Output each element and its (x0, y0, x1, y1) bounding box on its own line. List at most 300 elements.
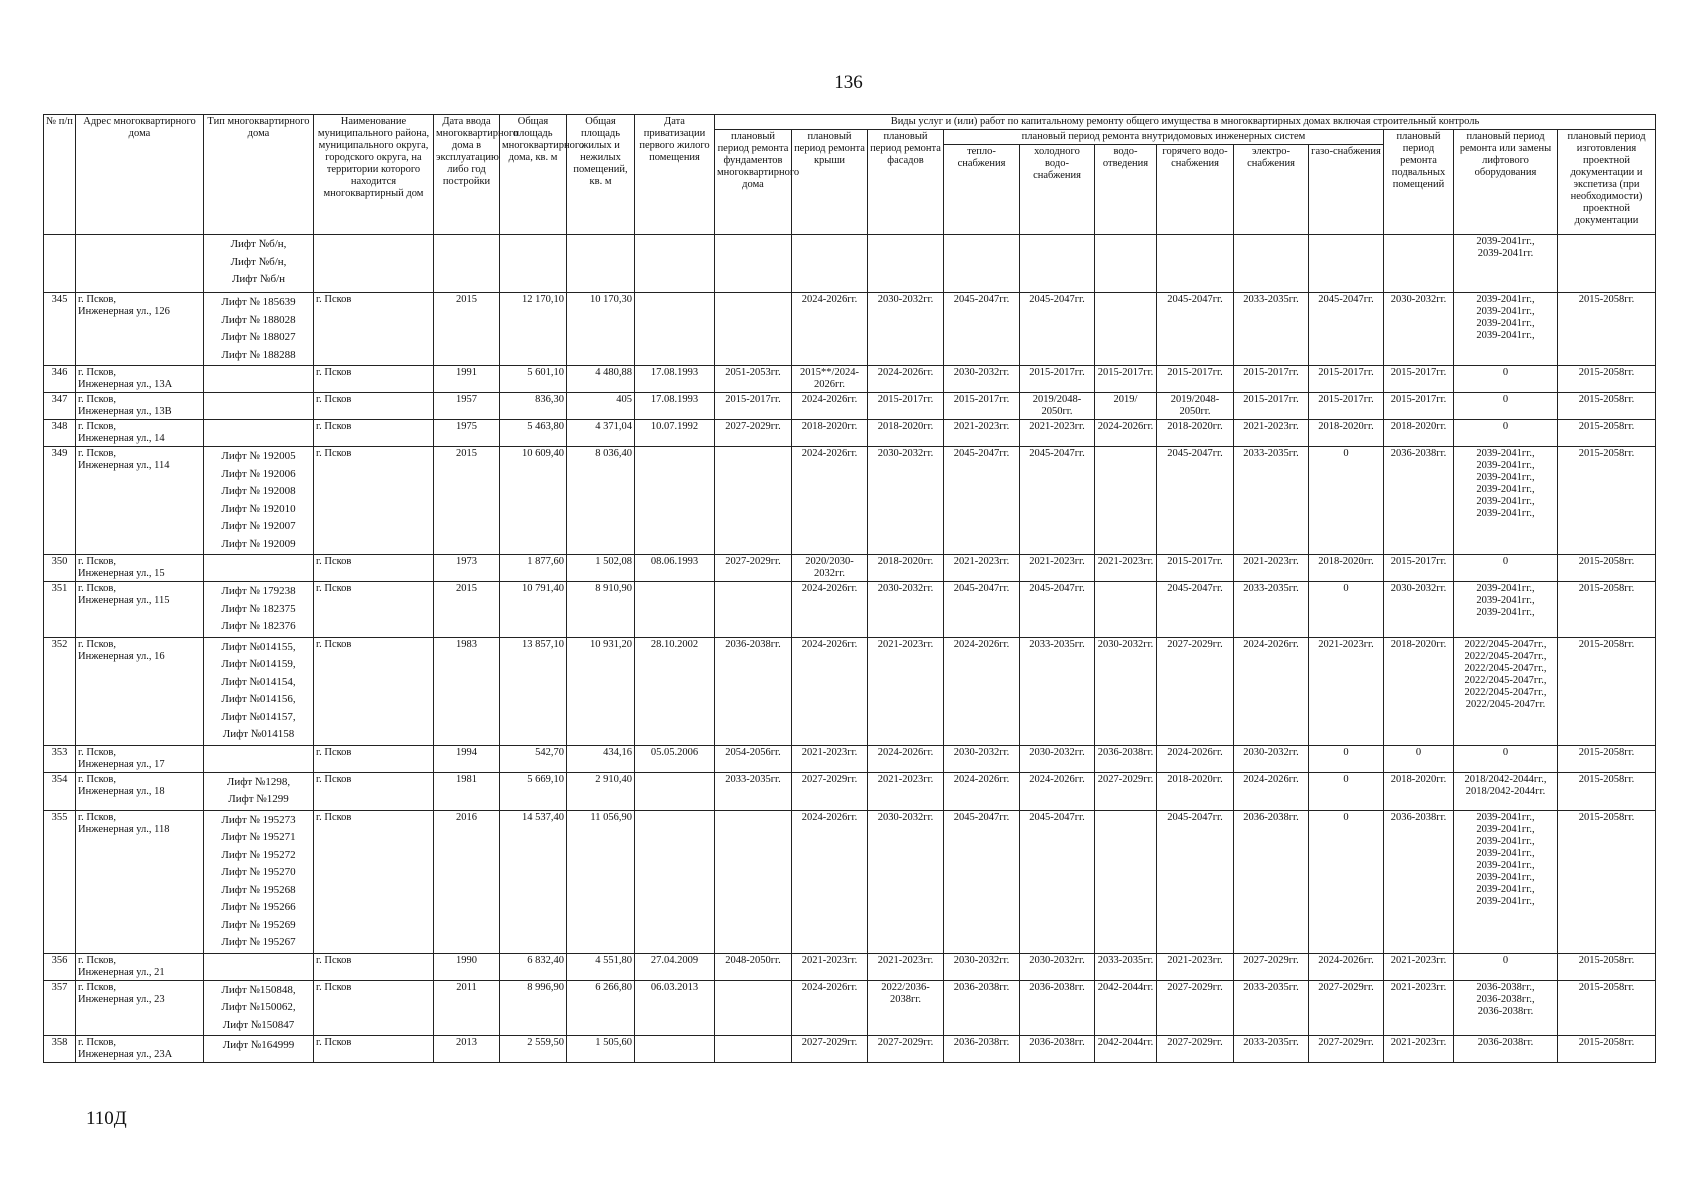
cell-municipality: г. Псков (314, 420, 434, 447)
cell-facade: 2015-2017гг. (868, 393, 944, 420)
cell-electric: 2024-2026гг. (1234, 637, 1309, 745)
cell-elevator-line: 2022/2045-2047гг., (1464, 650, 1547, 662)
cell-address (76, 980, 204, 1036)
table-row (44, 953, 1656, 980)
cell-privatization (635, 772, 715, 810)
cell-lift-type-line: Лифт № 192008 (221, 485, 296, 497)
header-facade: плановый период ремонта фасадов (868, 130, 944, 235)
cell-address-line: г. Псков, (78, 638, 117, 650)
table-row (44, 745, 1656, 772)
cell-privatization (635, 1036, 715, 1063)
cell-heat: 2015-2017гг. (944, 393, 1020, 420)
cell-project-docs: 2015-2058гг. (1558, 393, 1656, 420)
cell-address (76, 810, 204, 953)
cell-project-docs: 2015-2058гг. (1558, 745, 1656, 772)
cell-project-docs: 2015-2058гг. (1558, 366, 1656, 393)
cell-elevator (1454, 582, 1558, 638)
cell-address (76, 420, 204, 447)
cell-sewer: 2042-2044гг. (1095, 980, 1157, 1036)
cell-address (76, 582, 204, 638)
cell-lift-type-line: Лифт № 192006 (221, 467, 296, 480)
cell-lift-type (204, 447, 314, 555)
cell-elevator-line: 2039-2041гг., (1476, 294, 1535, 305)
cell-hot-water: 2015-2017гг. (1157, 366, 1234, 393)
cell-lift-type-line: Лифт №014154, (221, 675, 296, 688)
cell-facade (868, 235, 944, 293)
header-project-docs: плановый период изготовления проектной документации и экспетиза (при необходимости) проектной документации (1558, 130, 1656, 235)
cell-privatization: 10.07.1992 (635, 420, 715, 447)
cell-num: 346 (44, 366, 76, 393)
cell-year: 2013 (434, 1036, 500, 1063)
cell-privatization: 17.08.1993 (635, 366, 715, 393)
cell-sewer (1095, 447, 1157, 555)
cell-roof: 2021-2023гг. (792, 953, 868, 980)
cell-sewer (1095, 582, 1157, 638)
cell-num: 350 (44, 555, 76, 582)
cell-address-line: г. Псков, (78, 981, 117, 993)
cell-project-docs: 2015-2058гг. (1558, 953, 1656, 980)
cell-address-line: Инженерная ул., 13А (78, 379, 173, 390)
cell-electric: 2015-2017гг. (1234, 393, 1309, 420)
cell-foundation (715, 235, 792, 293)
cell-elevator-line: 2018/2042-2044гг. (1465, 785, 1546, 797)
cell-total-area: 12 170,10 (500, 293, 567, 366)
table-row (44, 293, 1656, 366)
cell-total-area: 10 791,40 (500, 582, 567, 638)
cell-heat: 2036-2038гг. (944, 980, 1020, 1036)
cell-privatization (635, 447, 715, 555)
cell-address (76, 772, 204, 810)
cell-lift-type (204, 1036, 314, 1063)
header-address: Адрес многоквартирного дома (76, 115, 204, 235)
cell-elevator-line: 2039-2041гг., (1476, 883, 1535, 895)
cell-gas: 2045-2047гг. (1309, 293, 1384, 366)
cell-num: 356 (44, 953, 76, 980)
table-header (44, 115, 1656, 235)
cell-municipality: г. Псков (314, 637, 434, 745)
cell-electric (1234, 235, 1309, 293)
cell-lift-type (204, 293, 314, 366)
cell-address (76, 393, 204, 420)
cell-total-area: 5 463,80 (500, 420, 567, 447)
cell-basement: 2021-2023гг. (1384, 980, 1454, 1036)
cell-project-docs (1558, 235, 1656, 293)
cell-gas (1309, 235, 1384, 293)
cell-roof: 2024-2026гг. (792, 393, 868, 420)
cell-living-area: 434,16 (567, 745, 635, 772)
cell-gas: 0 (1309, 810, 1384, 953)
cell-municipality (314, 235, 434, 293)
cell-lift-type-line: Лифт № 195268 (221, 883, 296, 896)
cell-electric: 2021-2023гг. (1234, 420, 1309, 447)
cell-facade: 2018-2020гг. (868, 555, 944, 582)
cell-heat: 2036-2038гг. (944, 1036, 1020, 1063)
cell-roof: 2024-2026гг. (792, 293, 868, 366)
cell-project-docs: 2015-2058гг. (1558, 810, 1656, 953)
cell-municipality: г. Псков (314, 1036, 434, 1063)
cell-lift-type (204, 637, 314, 745)
cell-heat: 2021-2023гг. (944, 420, 1020, 447)
cell-basement: 2018-2020гг. (1384, 420, 1454, 447)
cell-living-area: 6 266,80 (567, 980, 635, 1036)
cell-address-line: г. Псков, (78, 421, 117, 432)
cell-municipality: г. Псков (314, 582, 434, 638)
cell-foundation: 2033-2035гг. (715, 772, 792, 810)
cell-roof: 2024-2026гг. (792, 637, 868, 745)
cell-facade: 2024-2026гг. (868, 366, 944, 393)
header-municipality: Наименование муниципального района, муниципального округа, городского округа, на территории которого находится многоквартирный дом (314, 115, 434, 235)
header-elevator: плановый период ремонта или замены лифтового оборудования (1454, 130, 1558, 235)
cell-project-docs: 2015-2058гг. (1558, 420, 1656, 447)
cell-basement: 2015-2017гг. (1384, 366, 1454, 393)
cell-roof: 2021-2023гг. (792, 745, 868, 772)
page-number: 136 (834, 72, 863, 93)
header-heat: тепло-снабжения (944, 145, 1020, 235)
cell-foundation: 2048-2050гг. (715, 953, 792, 980)
cell-address-line: Инженерная ул., 115 (78, 595, 170, 606)
cell-elevator-line: 2022/2045-2047гг., (1464, 662, 1547, 674)
cell-sewer (1095, 293, 1157, 366)
cell-address-line: г. Псков, (78, 811, 117, 823)
header-sewer: водо-отведения (1095, 145, 1157, 235)
cell-elevator (1454, 980, 1558, 1036)
cell-gas: 2018-2020гг. (1309, 420, 1384, 447)
header-hot-water: горячего водо-снабжения (1157, 145, 1234, 235)
cell-hot-water: 2021-2023гг. (1157, 953, 1234, 980)
cell-basement: 2036-2038гг. (1384, 810, 1454, 953)
cell-lift-type-line: Лифт № 195271 (221, 831, 296, 843)
cell-cold-water: 2045-2047гг. (1020, 810, 1095, 953)
cell-elevator-line: 2039-2041гг., (1476, 823, 1535, 835)
cell-municipality: г. Псков (314, 293, 434, 366)
cell-electric: 2015-2017гг. (1234, 366, 1309, 393)
cell-lift-type (204, 953, 314, 980)
cell-privatization (635, 810, 715, 953)
cell-elevator-line: 2039-2041гг., (1476, 318, 1535, 329)
cell-basement: 0 (1384, 745, 1454, 772)
header-total-area: Общая площадь многоквартирного дома, кв. м (500, 115, 567, 235)
cell-electric: 2021-2023гг. (1234, 555, 1309, 582)
header-foundation: плановый период ремонта фундаментов многоквартирного дома (715, 130, 792, 235)
cell-cold-water: 2030-2032гг. (1020, 953, 1095, 980)
cell-basement: 2030-2032гг. (1384, 293, 1454, 366)
cell-project-docs: 2015-2058гг. (1558, 772, 1656, 810)
cell-lift-type-line: Лифт № 192010 (221, 502, 296, 515)
table-row (44, 235, 1656, 293)
cell-facade: 2021-2023гг. (868, 637, 944, 745)
cell-municipality: г. Псков (314, 555, 434, 582)
cell-roof: 2020/2030-2032гг. (792, 555, 868, 582)
cell-elevator-line: 2039-2041гг., (1476, 448, 1535, 459)
cell-elevator-line: 2039-2041гг., (1476, 871, 1535, 883)
cell-living-area: 2 910,40 (567, 772, 635, 810)
table-row (44, 555, 1656, 582)
cell-facade: 2024-2026гг. (868, 745, 944, 772)
cell-sewer (1095, 235, 1157, 293)
cell-cold-water: 2030-2032гг. (1020, 745, 1095, 772)
cell-lift-type (204, 555, 314, 582)
cell-privatization: 28.10.2002 (635, 637, 715, 745)
cell-foundation: 2036-2038гг. (715, 637, 792, 745)
cell-num: 351 (44, 582, 76, 638)
cell-gas: 2027-2029гг. (1309, 1036, 1384, 1063)
cell-lift-type-line: Лифт № 195270 (221, 866, 296, 878)
cell-elevator-line: 0 (1502, 367, 1509, 378)
cell-electric: 2036-2038гг. (1234, 810, 1309, 953)
cell-municipality: г. Псков (314, 447, 434, 555)
cell-hot-water (1157, 235, 1234, 293)
cell-lift-type (204, 235, 314, 293)
cell-electric: 2033-2035гг. (1234, 447, 1309, 555)
cell-num: 358 (44, 1036, 76, 1063)
cell-cold-water: 2045-2047гг. (1020, 293, 1095, 366)
cell-privatization (635, 293, 715, 366)
cell-living-area: 1 505,60 (567, 1036, 635, 1063)
cell-foundation: 2054-2056гг. (715, 745, 792, 772)
cell-elevator (1454, 637, 1558, 745)
cell-address-line: Инженерная ул., 17 (78, 758, 165, 770)
cell-elevator (1454, 393, 1558, 420)
cell-lift-type-line: Лифт №014155, (221, 640, 296, 653)
cell-sewer: 2042-2044гг. (1095, 1036, 1157, 1063)
cell-total-area: 5 601,10 (500, 366, 567, 393)
cell-heat: 2021-2023гг. (944, 555, 1020, 582)
header-systems-group: плановый период ремонта внутридомовых инженерных систем (944, 130, 1384, 145)
cell-lift-type-line: Лифт № 185639 (221, 296, 296, 308)
cell-basement: 2015-2017гг. (1384, 393, 1454, 420)
cell-sewer: 2033-2035гг. (1095, 953, 1157, 980)
table-row (44, 582, 1656, 638)
cell-lift-type (204, 420, 314, 447)
cell-roof: 2024-2026гг. (792, 980, 868, 1036)
cell-facade: 2021-2023гг. (868, 953, 944, 980)
cell-living-area: 405 (567, 393, 635, 420)
cell-address-line: Инженерная ул., 118 (78, 823, 170, 835)
cell-living-area: 10 931,20 (567, 637, 635, 745)
cell-num: 354 (44, 772, 76, 810)
header-living-area: Общая площадь жилых и нежилых помещений, кв. м (567, 115, 635, 235)
cell-address-line: Инженерная ул., 126 (78, 306, 170, 317)
cell-num: 355 (44, 810, 76, 953)
cell-privatization: 05.05.2006 (635, 745, 715, 772)
cell-year: 2015 (434, 582, 500, 638)
cell-cold-water: 2045-2047гг. (1020, 447, 1095, 555)
cell-facade: 2022/2036-2038гг. (868, 980, 944, 1036)
cell-address-line: Инженерная ул., 23 (78, 993, 165, 1005)
cell-total-area: 8 996,90 (500, 980, 567, 1036)
cell-basement: 2018-2020гг. (1384, 637, 1454, 745)
cell-hot-water: 2045-2047гг. (1157, 582, 1234, 638)
cell-lift-type-line: Лифт № 182376 (221, 620, 296, 632)
cell-num: 352 (44, 637, 76, 745)
header-electric: электро-снабжения (1234, 145, 1309, 235)
cell-total-area: 836,30 (500, 393, 567, 420)
repair-schedule-table (43, 114, 1656, 1063)
cell-lift-type (204, 810, 314, 953)
cell-project-docs: 2015-2058гг. (1558, 980, 1656, 1036)
cell-address-line: г. Псков, (78, 294, 117, 305)
table-row (44, 980, 1656, 1036)
cell-elevator-line: 2039-2041гг. (1477, 248, 1534, 259)
cell-lift-type-line: Лифт №б/н, (230, 238, 287, 250)
cell-elevator-line: 2039-2041гг., (1476, 496, 1535, 507)
cell-sewer: 2019/ (1095, 393, 1157, 420)
cell-hot-water: 2027-2029гг. (1157, 980, 1234, 1036)
cell-hot-water: 2018-2020гг. (1157, 772, 1234, 810)
cell-sewer: 2024-2026гг. (1095, 420, 1157, 447)
cell-electric: 2030-2032гг. (1234, 745, 1309, 772)
cell-project-docs: 2015-2058гг. (1558, 555, 1656, 582)
cell-address-line: Инженерная ул., 13В (78, 406, 172, 417)
cell-electric: 2033-2035гг. (1234, 293, 1309, 366)
cell-foundation (715, 1036, 792, 1063)
cell-hot-water: 2045-2047гг. (1157, 447, 1234, 555)
cell-cold-water: 2036-2038гг. (1020, 1036, 1095, 1063)
cell-basement: 2030-2032гг. (1384, 582, 1454, 638)
cell-elevator-line: 2039-2041гг., (1476, 236, 1535, 247)
cell-gas: 2024-2026гг. (1309, 953, 1384, 980)
cell-lift-type-line: Лифт №150848, (221, 983, 296, 996)
cell-elevator (1454, 366, 1558, 393)
cell-electric: 2033-2035гг. (1234, 980, 1309, 1036)
cell-lift-type-line: Лифт № 182375 (221, 602, 296, 615)
cell-lift-type-line: Лифт №б/н, (230, 255, 287, 268)
cell-total-area: 6 832,40 (500, 953, 567, 980)
cell-municipality: г. Псков (314, 366, 434, 393)
cell-foundation (715, 980, 792, 1036)
cell-sewer: 2027-2029гг. (1095, 772, 1157, 810)
cell-lift-type-line: Лифт №1298, (226, 775, 291, 788)
cell-facade: 2021-2023гг. (868, 772, 944, 810)
cell-elevator-line: 2039-2041гг., (1476, 811, 1535, 823)
cell-roof (792, 235, 868, 293)
cell-cold-water: 2019/2048-2050гг. (1020, 393, 1095, 420)
cell-heat: 2030-2032гг. (944, 366, 1020, 393)
cell-elevator-line: 2036-2038гг., (1476, 981, 1535, 993)
cell-elevator (1454, 447, 1558, 555)
cell-cold-water: 2045-2047гг. (1020, 582, 1095, 638)
table-row (44, 420, 1656, 447)
cell-elevator (1454, 555, 1558, 582)
repair-schedule-table-wrap (43, 114, 1655, 1063)
cell-living-area: 4 371,04 (567, 420, 635, 447)
cell-address (76, 366, 204, 393)
cell-heat: 2045-2047гг. (944, 293, 1020, 366)
cell-elevator (1454, 293, 1558, 366)
cell-num: 357 (44, 980, 76, 1036)
cell-gas: 2021-2023гг. (1309, 637, 1384, 745)
cell-address-line: Инженерная ул., 18 (78, 785, 165, 797)
cell-roof: 2024-2026гг. (792, 447, 868, 555)
cell-basement: 2036-2038гг. (1384, 447, 1454, 555)
cell-elevator-line: 0 (1502, 421, 1509, 432)
cell-year: 2011 (434, 980, 500, 1036)
cell-elevator-line: 2018/2042-2044гг., (1464, 773, 1547, 785)
cell-facade: 2030-2032гг. (868, 447, 944, 555)
cell-address-line: Инженерная ул., 23А (78, 1049, 173, 1060)
cell-roof: 2024-2026гг. (792, 582, 868, 638)
cell-address (76, 1036, 204, 1063)
cell-living-area: 8 036,40 (567, 447, 635, 555)
cell-municipality: г. Псков (314, 953, 434, 980)
cell-elevator-line: 2022/2045-2047гг., (1464, 638, 1547, 650)
cell-lift-type-line: Лифт № 195266 (221, 901, 296, 913)
table-row (44, 366, 1656, 393)
cell-elevator-line: 2039-2041гг., (1476, 460, 1535, 471)
cell-living-area: 10 170,30 (567, 293, 635, 366)
header-num: № п/п (44, 115, 76, 235)
cell-lift-type-line: Лифт № 195273 (221, 813, 296, 826)
cell-lift-type-line: Лифт № 192007 (221, 520, 296, 532)
cell-project-docs: 2015-2058гг. (1558, 447, 1656, 555)
cell-cold-water: 2021-2023гг. (1020, 420, 1095, 447)
cell-elevator-line: 2039-2041гг., (1476, 607, 1535, 618)
cell-address-line: г. Псков, (78, 583, 117, 594)
cell-facade: 2027-2029гг. (868, 1036, 944, 1063)
cell-electric: 2033-2035гг. (1234, 1036, 1309, 1063)
cell-electric: 2024-2026гг. (1234, 772, 1309, 810)
cell-heat: 2024-2026гг. (944, 772, 1020, 810)
cell-address-line: Инженерная ул., 14 (78, 433, 165, 444)
cell-lift-type-line: Лифт №150847 (222, 1018, 295, 1031)
cell-lift-type-line: Лифт № 192005 (221, 450, 296, 462)
cell-municipality: г. Псков (314, 810, 434, 953)
cell-address-line: г. Псков, (78, 746, 117, 758)
cell-address-line: г. Псков, (78, 1037, 117, 1048)
cell-electric: 2027-2029гг. (1234, 953, 1309, 980)
cell-num: 345 (44, 293, 76, 366)
cell-municipality: г. Псков (314, 772, 434, 810)
header-works-group: Виды услуг и (или) работ по капитальному ремонту общего имущества в многоквартирных домах включая строительный контроль (715, 115, 1656, 130)
cell-foundation: 2027-2029гг. (715, 555, 792, 582)
cell-basement: 2021-2023гг. (1384, 1036, 1454, 1063)
cell-heat: 2030-2032гг. (944, 953, 1020, 980)
cell-address-line: Инженерная ул., 114 (78, 460, 170, 471)
cell-hot-water: 2018-2020гг. (1157, 420, 1234, 447)
cell-elevator (1454, 810, 1558, 953)
cell-address (76, 293, 204, 366)
cell-foundation (715, 810, 792, 953)
cell-heat: 2030-2032гг. (944, 745, 1020, 772)
cell-sewer: 2015-2017гг. (1095, 366, 1157, 393)
cell-lift-type-line: Лифт №150062, (221, 1001, 296, 1013)
cell-project-docs: 2015-2058гг. (1558, 293, 1656, 366)
cell-total-area: 13 857,10 (500, 637, 567, 745)
cell-gas: 0 (1309, 447, 1384, 555)
cell-num: 347 (44, 393, 76, 420)
cell-facade: 2030-2032гг. (868, 293, 944, 366)
cell-living-area: 8 910,90 (567, 582, 635, 638)
cell-cold-water: 2033-2035гг. (1020, 637, 1095, 745)
cell-hot-water: 2027-2029гг. (1157, 637, 1234, 745)
table-row (44, 772, 1656, 810)
cell-cold-water: 2036-2038гг. (1020, 980, 1095, 1036)
footer-code: 110Д (86, 1108, 127, 1129)
cell-lift-type-line: Лифт № 195272 (221, 848, 296, 861)
cell-address-line: г. Псков, (78, 394, 117, 405)
cell-elevator-line: 0 (1502, 954, 1509, 966)
cell-address-line: г. Псков, (78, 773, 117, 785)
cell-address (76, 555, 204, 582)
cell-elevator-line: 2039-2041гг., (1476, 508, 1535, 519)
cell-address (76, 745, 204, 772)
cell-cold-water: 2021-2023гг. (1020, 555, 1095, 582)
cell-year: 1994 (434, 745, 500, 772)
cell-elevator (1454, 1036, 1558, 1063)
table-row (44, 810, 1656, 953)
cell-elevator-line: 2039-2041гг., (1476, 835, 1535, 847)
cell-year: 2015 (434, 447, 500, 555)
